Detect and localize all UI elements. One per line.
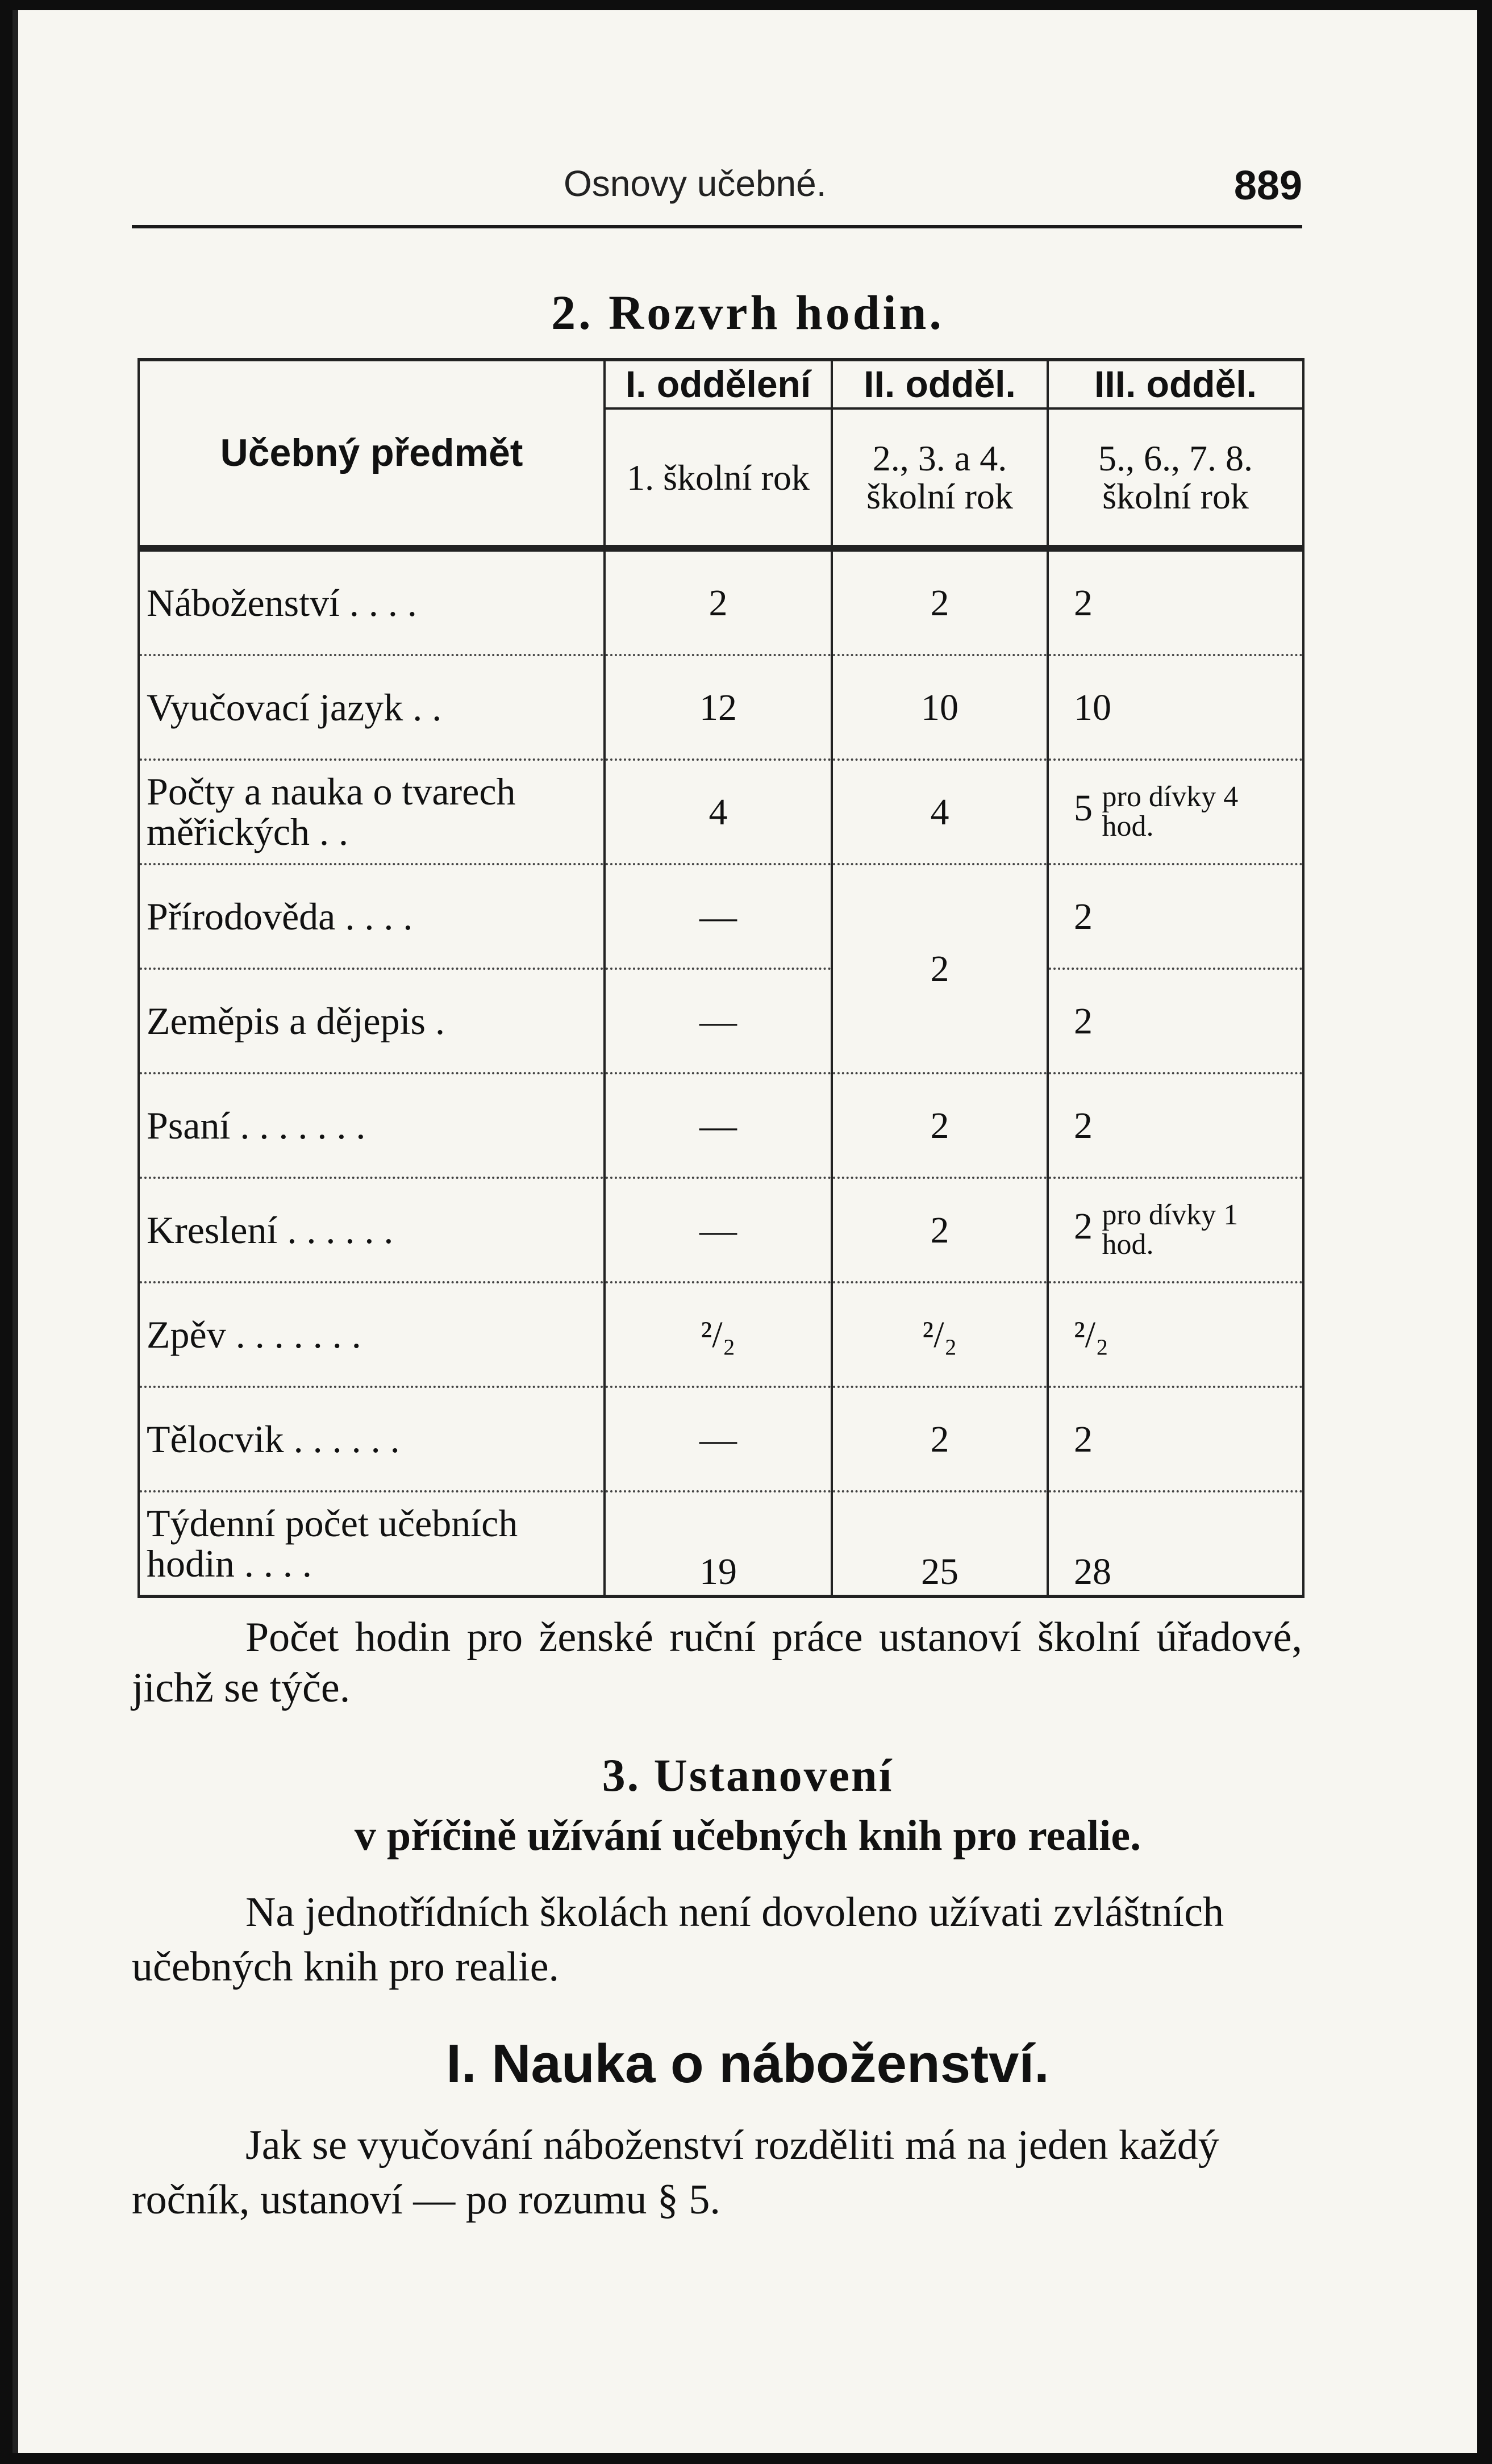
subject-cell: Psaní . . . . . . . <box>139 1073 605 1178</box>
table-row <box>139 1282 1303 1387</box>
running-head <box>132 162 1302 228</box>
paragraph-needlework-hours: Počet hodin pro ženské ruční práce ustanoví školní úřadové, jichž se týče. <box>132 1614 1302 1711</box>
division-3-header: III. odděl. <box>1048 360 1303 408</box>
division-2-cell: 2 <box>832 864 1048 1073</box>
table-row <box>139 655 1303 760</box>
table-row <box>139 760 1303 864</box>
subject-cell: Zeměpis a dějepis . <box>139 969 605 1073</box>
division-3-value: 5 <box>1074 787 1093 829</box>
division-2-cell: 2 <box>832 1387 1048 1491</box>
division-3-note: pro dívky 1 hod. <box>1102 1199 1239 1261</box>
table-row <box>139 969 1303 1073</box>
division-1-cell: 4 <box>605 760 832 864</box>
division-1-cell: — <box>605 1387 832 1491</box>
division-1-cell: 19 <box>605 1491 832 1596</box>
division-2-years: 2., 3. a 4. školní rok <box>832 408 1048 548</box>
division-2-cell: 2 <box>832 548 1048 655</box>
subject-cell: Zpěv . . . . . . . <box>139 1282 605 1387</box>
division-3-cell <box>1048 1282 1303 1387</box>
schedule-table <box>137 358 1305 1598</box>
division-3-cell <box>1048 1073 1303 1178</box>
division-2-cell: 2 <box>832 1178 1048 1282</box>
division-3-cell <box>1048 1491 1303 1596</box>
section-religion-title: I. Nauka o náboženství. <box>446 2033 1049 2094</box>
section-3-title: 3. Ustanovení <box>602 1749 894 1801</box>
subject-cell: Vyučovací jazyk . . <box>139 655 605 760</box>
division-2-cell: ²/₂ <box>832 1282 1048 1387</box>
table-row <box>139 1491 1303 1596</box>
division-3-value: 2 <box>1074 1418 1093 1460</box>
division-3-cell <box>1048 760 1303 864</box>
division-3-value: 2 <box>1074 582 1093 624</box>
division-1-cell: — <box>605 1073 832 1178</box>
division-1-cell: 12 <box>605 655 832 760</box>
division-3-value: ²/₂ <box>1074 1314 1109 1356</box>
section-3-subtitle: v příčině užívání učebných knih pro realie. <box>354 1812 1141 1860</box>
running-head-title: Osnovy učebné. <box>564 163 827 204</box>
division-3-value: 2 <box>1074 1104 1093 1146</box>
page-number: 889 <box>1233 163 1302 209</box>
division-1-cell: ²/₂ <box>605 1282 832 1387</box>
subject-cell: Kreslení . . . . . . <box>139 1178 605 1282</box>
paragraph-religion: Jak se vyučování náboženství rozděliti má na jeden každý ročník, ustanoví — po rozumu § 5. <box>132 2122 1219 2224</box>
division-3-value: 28 <box>1074 1551 1111 1592</box>
division-1-cell: — <box>605 969 832 1073</box>
division-3-value: 10 <box>1074 686 1111 728</box>
division-3-value: 2 <box>1074 1000 1093 1042</box>
division-3-cell <box>1048 548 1303 655</box>
subject-cell: Náboženství . . . . <box>139 548 605 655</box>
division-2-cell: 4 <box>832 760 1048 864</box>
division-3-years: 5., 6., 7. 8. školní rok <box>1048 408 1303 548</box>
table-row <box>139 1387 1303 1491</box>
division-2-cell: 2 <box>832 1073 1048 1178</box>
table-row <box>139 864 1303 969</box>
division-3-cell <box>1048 1178 1303 1282</box>
division-2-cell: 10 <box>832 655 1048 760</box>
division-3-value: 2 <box>1074 895 1093 937</box>
table-row <box>139 548 1303 655</box>
division-3-cell <box>1048 864 1303 969</box>
table-row <box>139 1073 1303 1178</box>
division-3-value: 2 <box>1074 1206 1093 1248</box>
division-1-cell: — <box>605 864 832 969</box>
paragraph-textbooks: Na jednotřídních školách není dovoleno užívati zvláštních učebných knih pro realie. <box>132 1889 1224 1991</box>
subject-cell: Počty a nauka o tvarech měřických . . <box>139 760 605 864</box>
section-2-title: 2. Rozvrh hodin. <box>551 285 944 340</box>
subject-cell: Týdenní počet učebních hodin . . . . <box>139 1491 605 1596</box>
subject-cell: Tělocvik . . . . . . <box>139 1387 605 1491</box>
subject-column-header: Učebný předmět <box>139 360 605 548</box>
division-1-cell: 2 <box>605 548 832 655</box>
division-3-cell <box>1048 969 1303 1073</box>
division-3-note: pro dívky 4 hod. <box>1102 781 1239 843</box>
division-2-cell: 25 <box>832 1491 1048 1596</box>
division-3-cell <box>1048 655 1303 760</box>
division-1-header: I. oddělení <box>605 360 832 408</box>
division-1-cell: — <box>605 1178 832 1282</box>
division-1-years: 1. školní rok <box>605 408 832 548</box>
division-3-cell <box>1048 1387 1303 1491</box>
subject-cell: Přírodověda . . . . <box>139 864 605 969</box>
page <box>12 10 1477 2453</box>
table-row <box>139 1178 1303 1282</box>
division-2-header: II. odděl. <box>832 360 1048 408</box>
